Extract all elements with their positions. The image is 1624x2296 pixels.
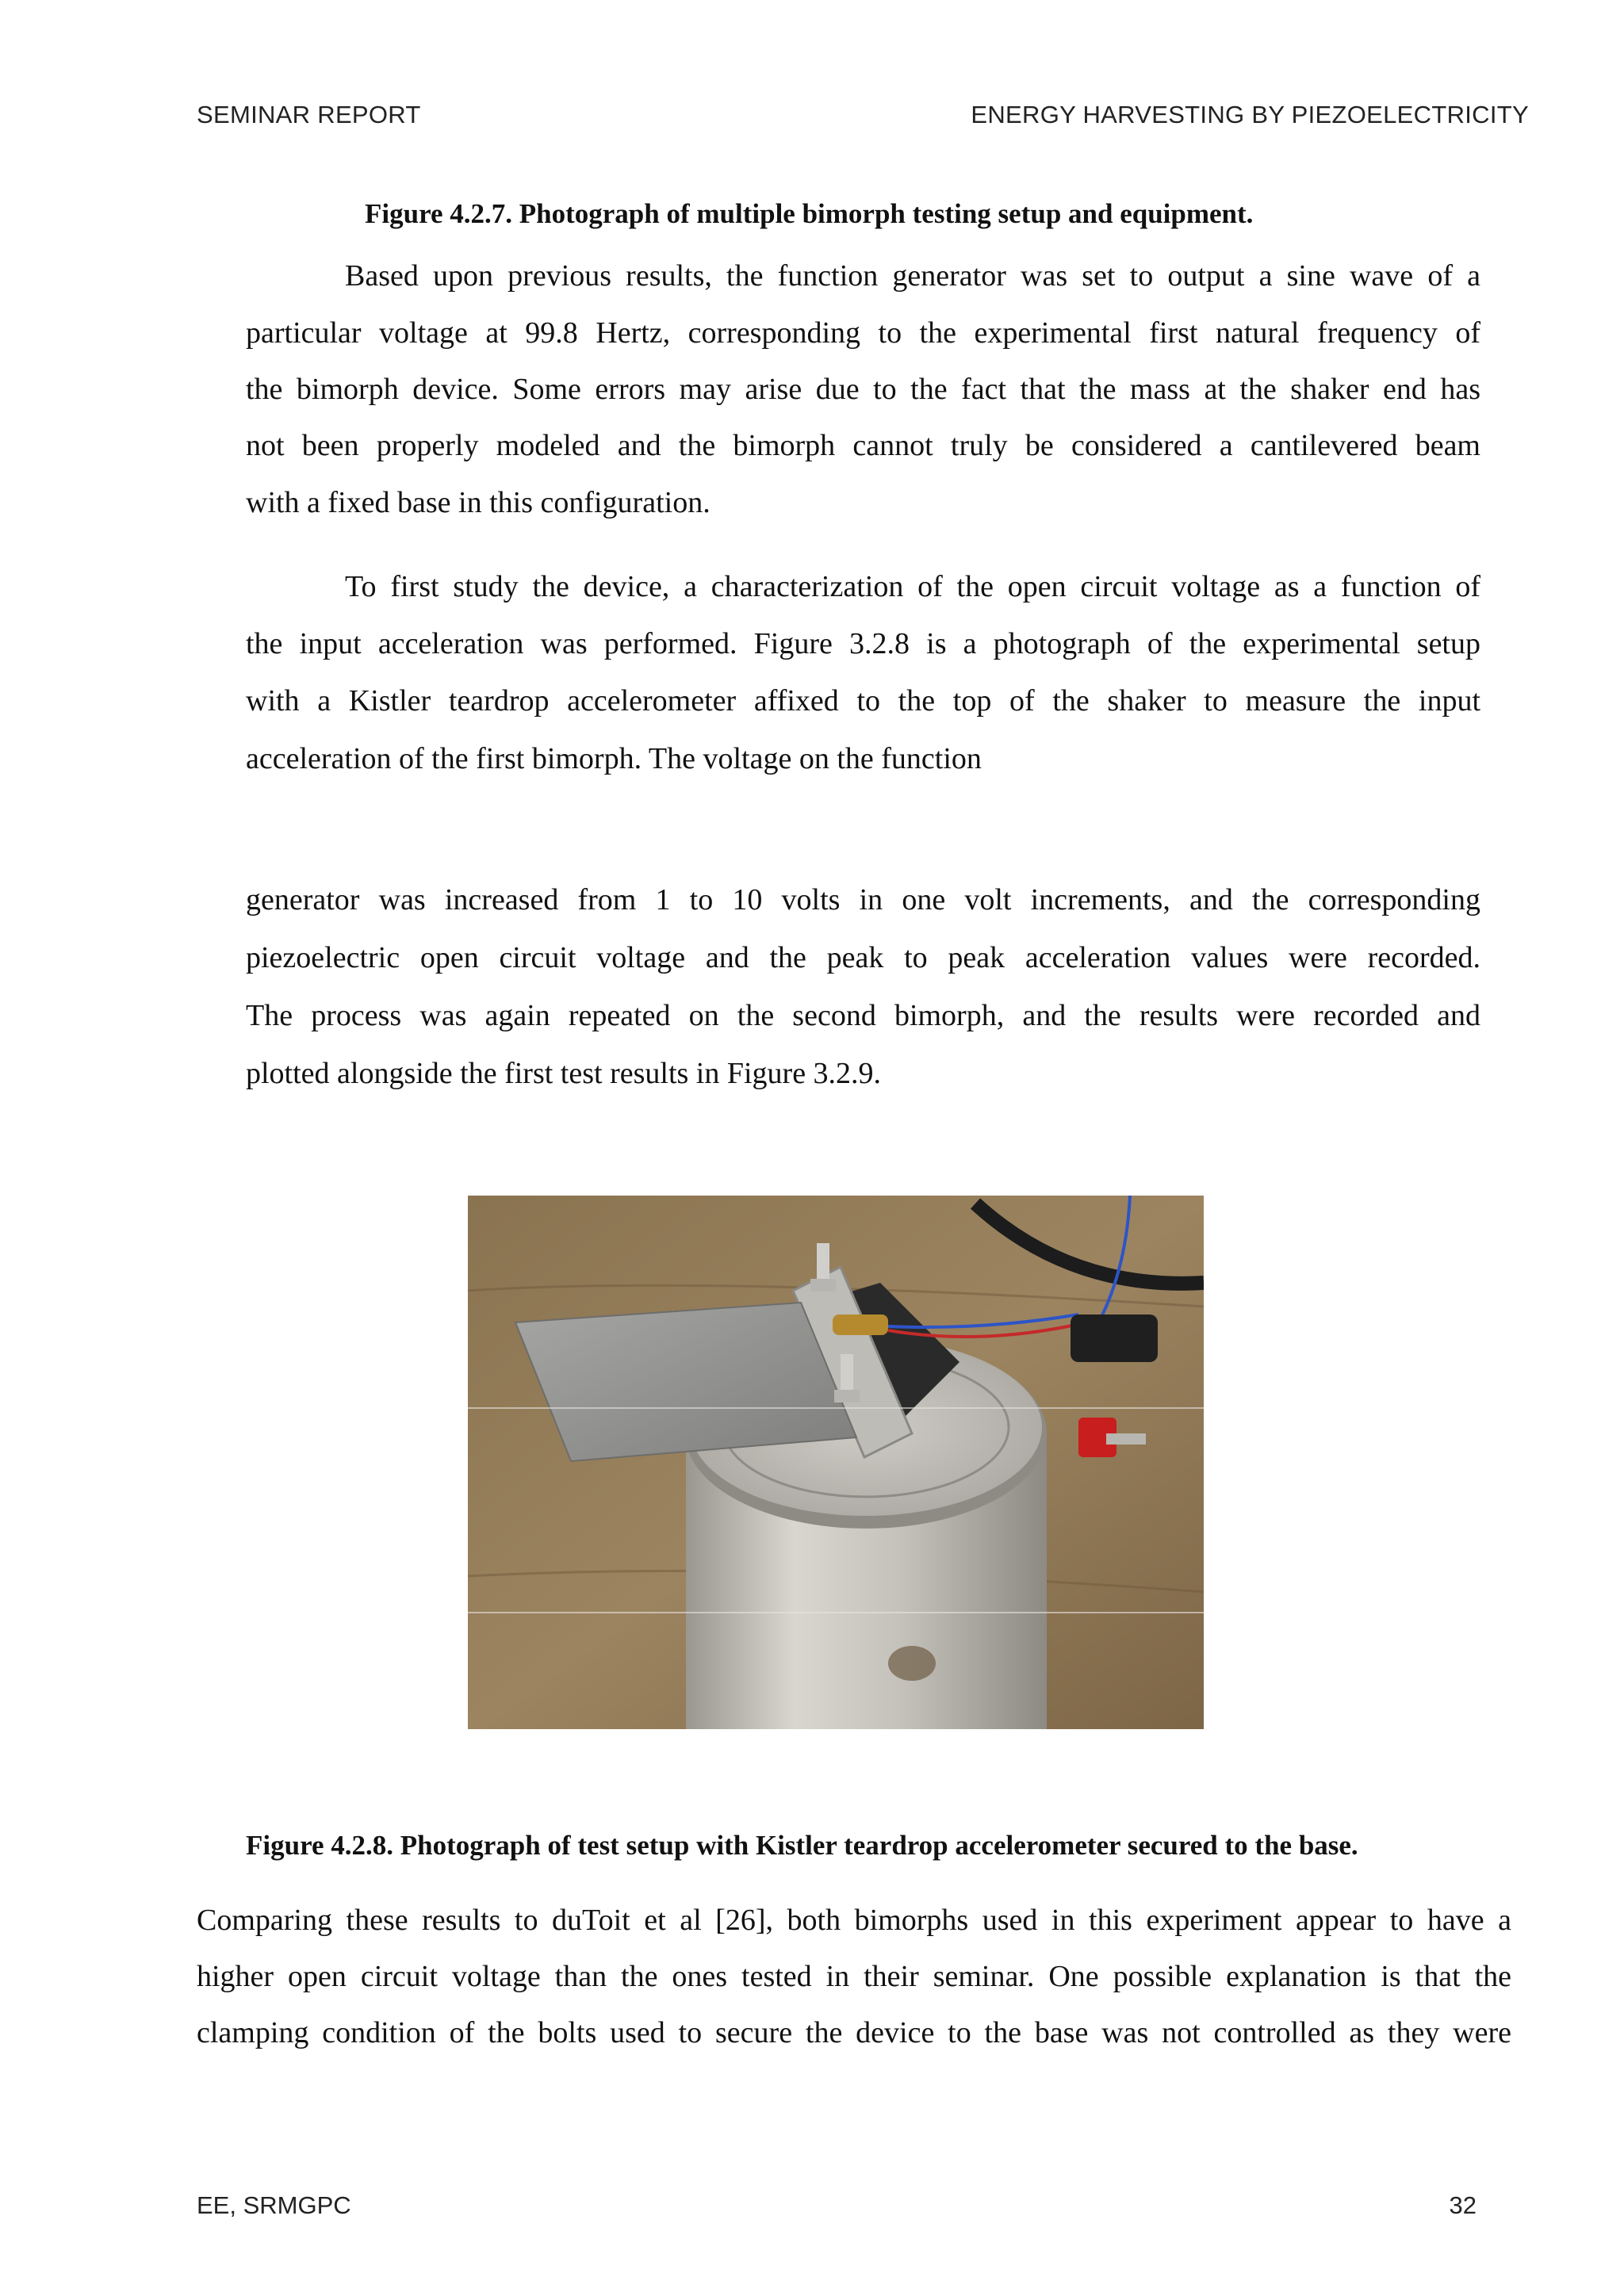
figure-caption-4-2-8: Figure 4.2.8. Photograph of test setup with Kistler teardrop accelerometer secured to the base. — [246, 1830, 1358, 1861]
paragraph4-line: clamping condition of the bolts used to secure the device to the base was not controlled as they were — [197, 2016, 1511, 2049]
running-header-left: SEMINAR REPORT — [197, 101, 421, 128]
paragraph2-line: with a Kistler teardrop accelerometer affixed to the top of the shaker to measure the input — [246, 684, 1480, 718]
paragraph2-line: the input acceleration was performed. Figure 3.2.8 is a photograph of the experimental setup — [246, 627, 1480, 660]
test-setup-photograph — [468, 1196, 1204, 1729]
paragraph1-line: particular voltage at 99.8 Hertz, corresponding to the experimental first natural frequency of — [246, 316, 1480, 350]
paragraph1-line: Based upon previous results, the function generator was set to output a sine wave of a — [345, 259, 1480, 293]
paragraph3-line: plotted alongside the first test results in Figure 3.2.9. — [246, 1057, 882, 1090]
paragraph1-line: with a fixed base in this configuration. — [246, 486, 710, 519]
figure-caption-4-2-7: Figure 4.2.7. Photograph of multiple bimorph testing setup and equipment. — [365, 198, 1254, 229]
footer-left: EE, SRMGPC — [197, 2191, 351, 2219]
page-number: 32 — [1449, 2191, 1477, 2219]
paragraph4-line: Comparing these results to duToit et al [26], both bimorphs used in this experiment appear to have a — [197, 1904, 1511, 1937]
paragraph4-line: higher open circuit voltage than the ones tested in their seminar. One possible explanation is that the — [197, 1960, 1511, 1993]
paragraph1-line: not been properly modeled and the bimorph cannot truly be considered a cantilevered beam — [246, 429, 1480, 462]
paragraph3-line: piezoelectric open circuit voltage and the peak to peak acceleration values were recorded. — [246, 941, 1480, 974]
running-header-right: ENERGY HARVESTING BY PIEZOELECTRICITY — [971, 101, 1529, 128]
paragraph2-line: acceleration of the first bimorph. The voltage on the function — [246, 742, 982, 775]
paragraph2-line: To first study the device, a characterization of the open circuit voltage as a function of — [345, 570, 1480, 603]
paragraph3-line: The process was again repeated on the second bimorph, and the results were recorded and — [246, 999, 1480, 1032]
paragraph1-line: the bimorph device. Some errors may arise due to the fact that the mass at the shaker end has — [246, 373, 1480, 406]
paragraph3-line: generator was increased from 1 to 10 volts in one volt increments, and the corresponding — [246, 883, 1480, 916]
